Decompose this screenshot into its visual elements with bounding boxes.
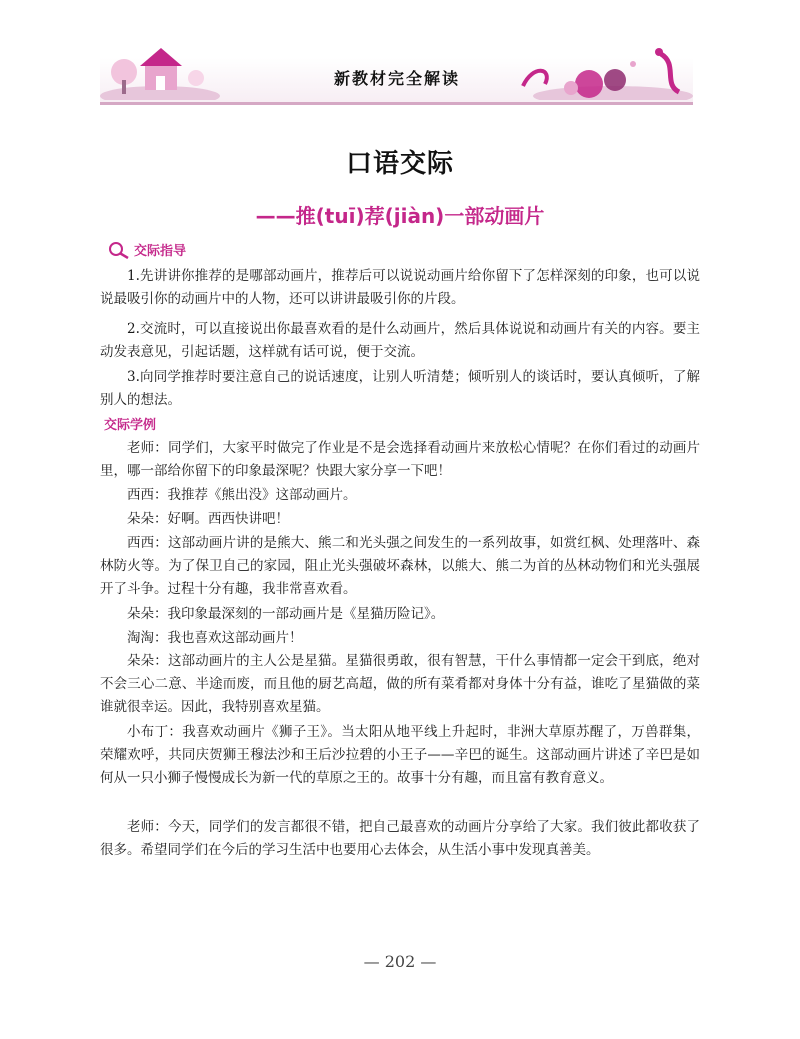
guide-item-3: 3.向同学推荐时要注意自己的说话速度，让别人听清楚；倾听别人的谈话时，要认真倾听，了解别人的想法。 <box>100 369 700 408</box>
guide-item-2: 2.交流时，可以直接说出你最喜欢看的是什么动画片，然后具体说说和动画片有关的内容。要主动发表意见，引起话题，这样就有话可说，便于交流。 <box>100 321 700 360</box>
page-header <box>100 34 693 105</box>
dialogue-line-7: 朵朵：这部动画片的主人公是星猫。星猫很勇敢，很有智慧，干什么事情都一定会干到底，绝对不会三心二意、半途而废，而且他的厨艺高超，做的所有菜肴都对身体十分有益，谁吃了星猫做的菜谁就很幸运。因此，我特别喜欢星猫。 <box>100 653 700 715</box>
dialogue-line-4: 西西：这部动画片讲的是熊大、熊二和光头强之间发生的一系列故事，如赏红枫、处理落叶、森林防火等。为了保卫自己的家园，阻止光头强破坏森林，以熊大、熊二为首的丛林动物们和光头强展开了斗争。过程十分有趣，我非常喜欢看。 <box>100 535 700 597</box>
example-label: 交际学例 <box>104 418 157 433</box>
dialogue-line-5: 朵朵：我印象最深刻的一部动画片是《星猫历险记》。 <box>127 606 445 622</box>
dialogue-line-3: 朵朵：好啊。西西快讲吧！ <box>127 511 289 527</box>
dialogue-line-9: 老师：今天，同学们的发言都很不错，把自己最喜欢的动画片分享给了大家。我们彼此都收获了很多。希望同学们在今后的学习生活中也要用心去体会，从生活小事中发现真善美。 <box>100 819 700 858</box>
dialogue-line-6: 淘淘：我也喜欢这部动画片！ <box>127 630 303 646</box>
flower-decoration-icon <box>493 34 693 100</box>
page-subtitle: ——推(tuī)荐(jiàn)一部动画片 <box>255 204 545 228</box>
dialogue-line-2: 西西：我推荐《熊出没》这部动画片。 <box>127 487 357 503</box>
house-decoration-icon <box>100 34 220 100</box>
dialogue-line-1: 老师：同学们，大家平时做完了作业是不是会选择看动画片来放松心情呢？在你们看过的动画片里，哪一部给你留下的印象最深呢？快跟大家分享一下吧！ <box>100 440 700 479</box>
page-number: — 202 — <box>363 952 437 971</box>
page-title: 口语交际 <box>345 149 454 179</box>
magnifier-icon <box>108 241 130 259</box>
guide-item-1: 1.先讲讲你推荐的是哪部动画片，推荐后可以说说动画片给你留下了怎样深刻的印象，也可以说说最吸引你的动画片中的人物，还可以讲讲最吸引你的片段。 <box>100 268 700 307</box>
header-title: 新教材完全解读 <box>333 69 460 88</box>
guide-section-heading <box>108 240 186 259</box>
dialogue-line-8: 小布丁：我喜欢动画片《狮子王》。当太阳从地平线上升起时，非洲大草原苏醒了，万兽群集，荣耀欢呼，共同庆贺狮王穆法沙和王后沙拉碧的小王子——辛巴的诞生。这部动画片讲述了辛巴是如何从一只小狮子慢慢成长为新一代的草原之王的。故事十分有趣，而且富有教育意义。 <box>100 724 700 786</box>
guide-label: 交际指导 <box>134 244 187 259</box>
